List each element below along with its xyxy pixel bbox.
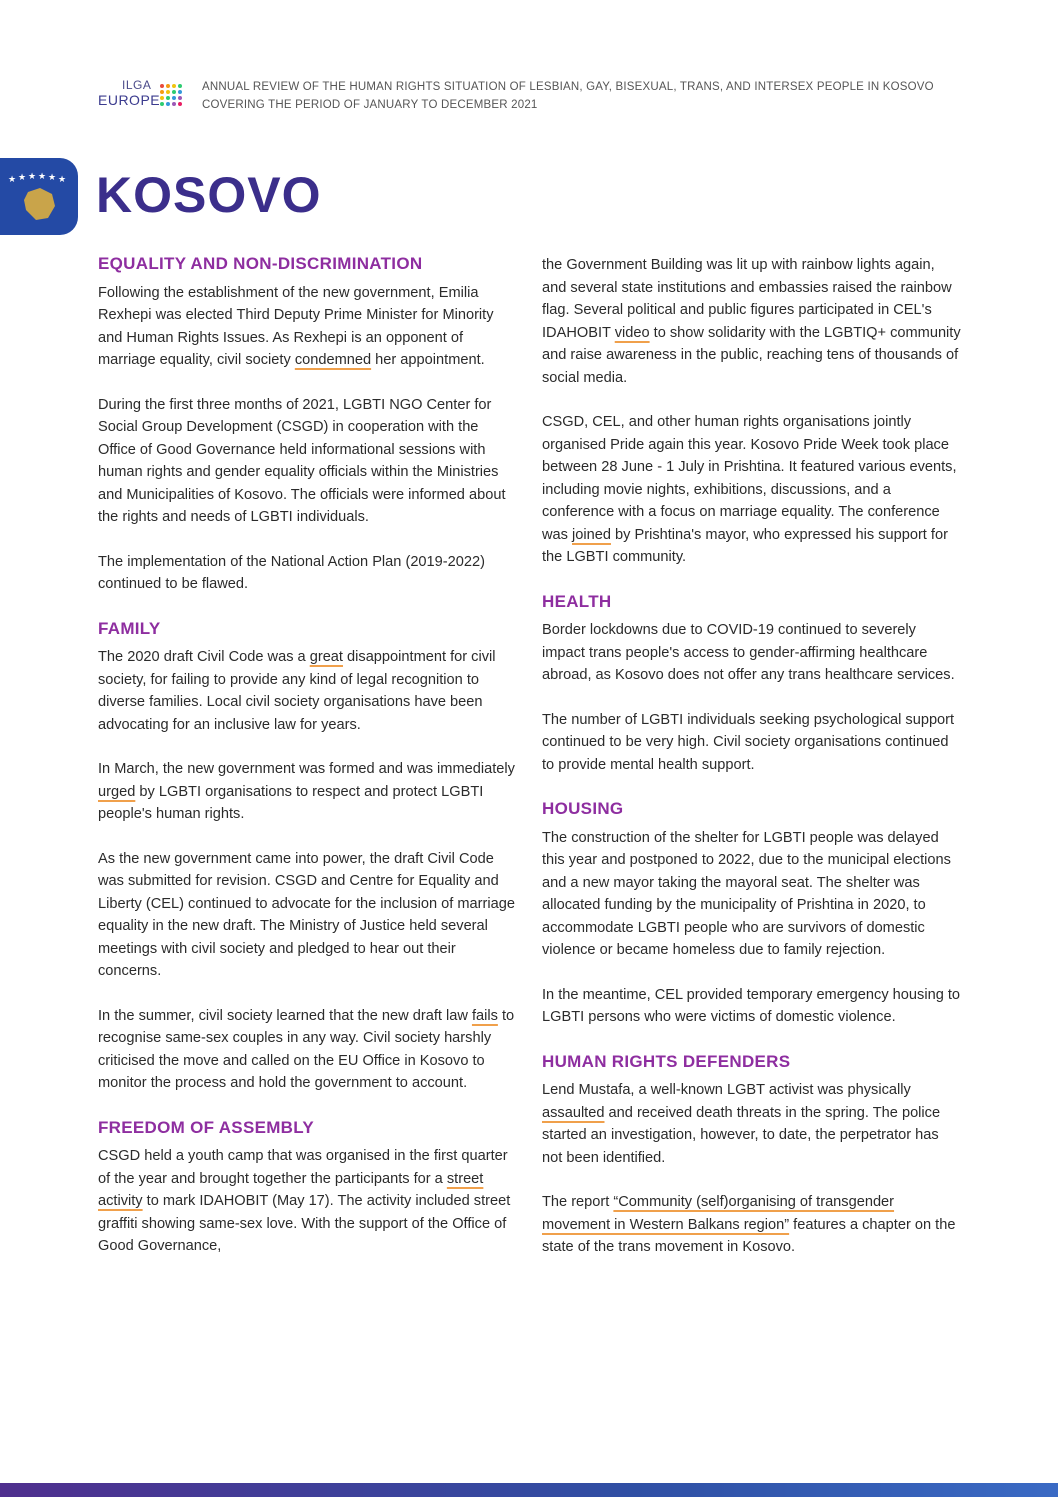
link-video[interactable]: video [614, 324, 650, 341]
logo-ilga-text: ILGA [122, 78, 152, 92]
paragraph: Following the establishment of the new government, Emilia Rexhepi was elected Third Deputy Prime Minister for Minority and Human Rights Issues. As Rexhepi is an opponent of marriage equality, civil society condemned her appointment. [98, 284, 494, 368]
section-heading-defenders: HUMAN RIGHTS DEFENDERS [542, 1051, 791, 1071]
paragraph: The number of LGBTI individuals seeking psychological support continued to be very high. Civil society organisations continued to provide mental health support. [542, 711, 955, 773]
link-street-activity[interactable]: street activity [98, 1170, 484, 1209]
svg-text:★: ★ [8, 175, 17, 185]
document-header [98, 74, 998, 114]
header-text [202, 78, 934, 114]
left-column [98, 253, 518, 1280]
footer-bar [0, 1483, 1058, 1497]
section-heading-equality: EQUALITY AND NON-DISCRIMINATION [98, 254, 423, 273]
header-line-2: COVERING THE PERIOD OF JANUARY TO DECEMBER 2021 [202, 99, 538, 111]
paragraph: In the meantime, CEL provided temporary emergency housing to LGBTI persons who were victims of domestic violence. [542, 986, 961, 1025]
paragraph: The construction of the shelter for LGBTI people was delayed this year and postponed to 2022, due to the municipal elections and a new mayor taking the mayoral seat. The shelter was allocated funding by the municipality of Prishtina in 2020, to accommodate LGBTI people who are survivors of domestic violence or became homeless due to family rejection. [542, 829, 951, 958]
kosovo-flag-icon [0, 158, 78, 235]
header-line-1: ANNUAL REVIEW OF THE HUMAN RIGHTS SITUATION OF LESBIAN, GAY, BISEXUAL, TRANS, AND INTERSEX PEOPLE IN KOSOVO [202, 81, 934, 93]
paragraph: Lend Mustafa, a well-known LGBT activist was physically assaulted and received death threats in the spring. The police started an investigation, however, to date, the perpetrator has not been identified. [542, 1082, 941, 1166]
link-fails[interactable]: fails [471, 1007, 498, 1024]
section-heading-health: HEALTH [542, 591, 612, 611]
section-heading-assembly: FREEDOM OF ASSEMBLY [98, 1117, 315, 1137]
paragraph: In March, the new government was formed and was immediately urged by LGBTI organisations to respect and protect LGBTI people's human rights. [98, 761, 515, 822]
link-joined[interactable]: joined [572, 526, 611, 543]
link-great[interactable]: great [309, 649, 343, 665]
paragraph: The implementation of the National Action Plan (2019-2022) continued to be flawed. [98, 553, 485, 592]
paragraph: As the new government came into power, the draft Civil Code was submitted for revision. CSGD and Centre for Equality and Liberty (CEL) continued to advocate for the inclusion of marriage equality in the new draft. The Ministry of Justice held several meetings with civil society and pledged to hear out their concerns. [98, 850, 515, 979]
right-column [542, 254, 962, 1281]
paragraph: CSGD, CEL, and other human rights organisations jointly organised Pride again this year. Kosovo Pride Week took place between 28 June - 1 July in Prishtina. It featured various events, including movie nights, exhibitions, discussions, and a conference with a focus on marriage equality. The conference was joined by Prishtina's mayor, who expressed his support for the LGBTI community. [542, 414, 957, 565]
paragraph: Border lockdowns due to COVID-19 continued to severely impact trans people's access to gender-affirming healthcare abroad, as Kosovo does not offer any trans healthcare services. [542, 622, 955, 683]
page-title: KOSOVO [96, 167, 322, 223]
link-report[interactable]: “Community (self)organising of transgender movement in Western Balkans region” [542, 1194, 895, 1233]
link-condemned[interactable]: condemned [294, 352, 372, 368]
svg-text:★: ★ [38, 172, 47, 182]
rainbow-dots-icon [158, 80, 188, 110]
logo-europe-text: EUROPE [98, 92, 161, 108]
svg-text:★: ★ [18, 173, 27, 183]
section-heading-housing: HOUSING [542, 799, 624, 818]
svg-text:★: ★ [58, 175, 67, 185]
paragraph: the Government Building was lit up with rainbow lights again, and several state institutions and embassies raised the rainbow flag. Several political and public figures participated in CEL's IDAHOBIT video to show solidarity with the LGBTIQ+ community and raise awareness in the public, reaching tens of thousands of social media. [542, 257, 961, 386]
section-heading-family: FAMILY [98, 618, 161, 638]
paragraph: CSGD held a youth camp that was organised in the first quarter of the year and brought together the participants for a street activity to mark IDAHOBIT (May 17). The activity included street graffiti showing same-sex love. With the support of the Office of Good Governance, [98, 1148, 511, 1254]
ilga-europe-logo [98, 78, 194, 114]
link-urged[interactable]: urged [98, 783, 136, 800]
paragraph: The report “Community (self)organising of transgender movement in Western Balkans region” features a chapter on the state of the trans movement in Kosovo. [542, 1194, 956, 1255]
paragraph: In the summer, civil society learned that the new draft law fails to recognise same-sex couples in any way. Civil society harshly criticised the move and called on the EU Office in Kosovo to monitor the process and hold the government to account. [98, 1007, 515, 1091]
paragraph: The 2020 draft Civil Code was a great disappointment for civil society, for failing to provide any kind of legal recognition to diverse families. Local civil society organisations have been advocating for an inclusive law for years. [98, 649, 496, 733]
link-assaulted[interactable]: assaulted [542, 1104, 605, 1121]
svg-text:★: ★ [48, 173, 57, 183]
kosovo-flag-tab [0, 158, 78, 235]
paragraph: During the first three months of 2021, LGBTI NGO Center for Social Group Development (CSGD) in cooperation with the Office of Good Governance held informational sessions with human rights and gender equality officials within the Ministries and Municipalities of Kosovo. The officials were informed about the rights and needs of LGBTI individuals. [98, 396, 506, 525]
svg-text:★: ★ [28, 172, 37, 182]
